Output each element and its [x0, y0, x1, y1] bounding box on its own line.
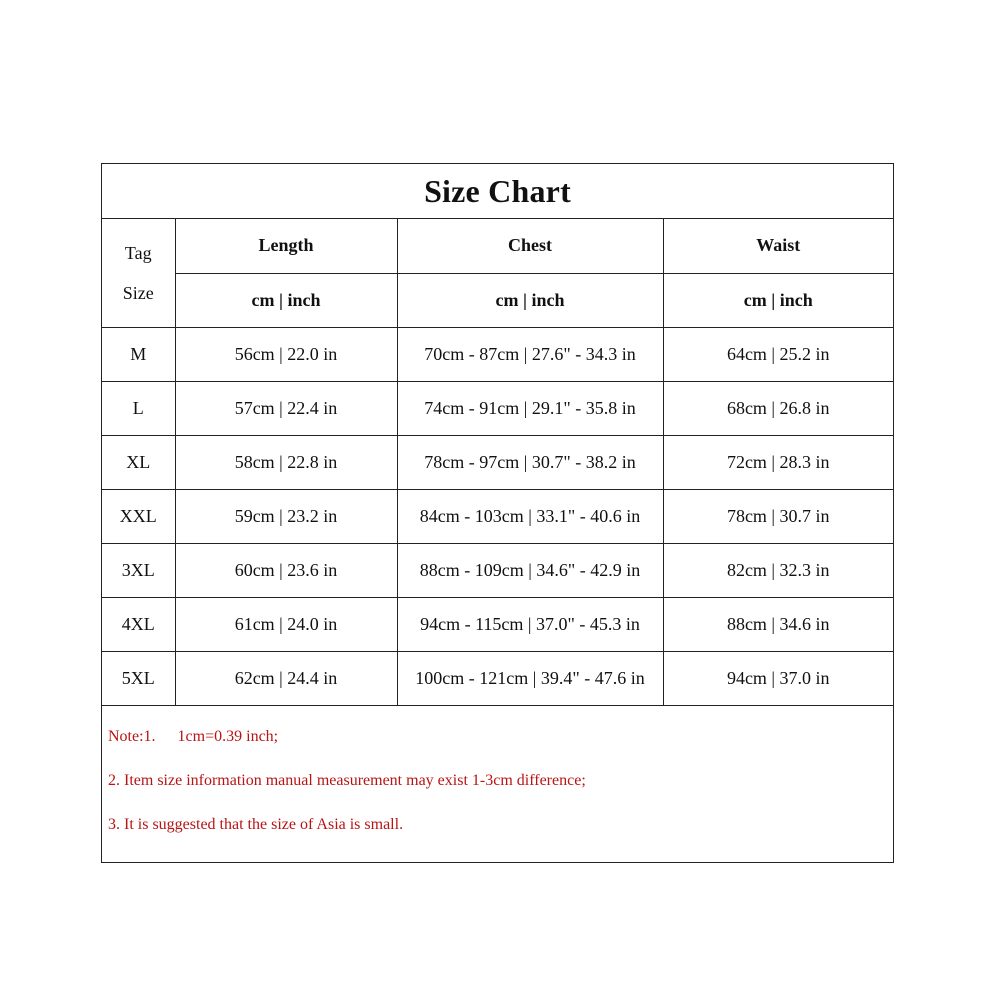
size-chart [101, 163, 894, 863]
unit-header-waist: cm | inch [663, 273, 893, 327]
unit-row [102, 273, 893, 327]
table-row [102, 597, 893, 651]
title-row [102, 164, 893, 219]
unit-header-length: cm | inch [175, 273, 397, 327]
table-row [102, 651, 893, 705]
column-header-waist: Waist [663, 219, 893, 273]
waist-cell: 72cm | 28.3 in [663, 435, 893, 489]
unit-header-chest: cm | inch [397, 273, 663, 327]
waist-cell: 68cm | 26.8 in [663, 381, 893, 435]
table-row [102, 381, 893, 435]
note-1-prefix: Note:1. [108, 727, 156, 745]
chest-cell: 88cm - 109cm | 34.6" - 42.9 in [397, 543, 663, 597]
chest-cell: 74cm - 91cm | 29.1" - 35.8 in [397, 381, 663, 435]
size-cell: 3XL [102, 543, 175, 597]
waist-cell: 78cm | 30.7 in [663, 489, 893, 543]
chest-cell: 78cm - 97cm | 30.7" - 38.2 in [397, 435, 663, 489]
length-cell: 61cm | 24.0 in [175, 597, 397, 651]
header-row [102, 219, 893, 273]
length-cell: 56cm | 22.0 in [175, 327, 397, 381]
length-cell: 59cm | 23.2 in [175, 489, 397, 543]
chest-cell: 94cm - 115cm | 37.0" - 45.3 in [397, 597, 663, 651]
length-cell: 62cm | 24.4 in [175, 651, 397, 705]
size-cell: XL [102, 435, 175, 489]
column-header-chest: Chest [397, 219, 663, 273]
chart-title: Size Chart [424, 172, 571, 209]
note-1 [108, 726, 893, 770]
size-cell: M [102, 327, 175, 381]
waist-cell: 94cm | 37.0 in [663, 651, 893, 705]
tag-size-header [102, 219, 175, 327]
chest-cell: 70cm - 87cm | 27.6" - 34.3 in [397, 327, 663, 381]
table-row [102, 435, 893, 489]
note-2: 2. Item size information manual measurement may exist 1-3cm difference; [108, 771, 586, 789]
table-row [102, 543, 893, 597]
length-cell: 58cm | 22.8 in [175, 435, 397, 489]
size-cell: XXL [102, 489, 175, 543]
length-cell: 57cm | 22.4 in [175, 381, 397, 435]
notes-section [102, 706, 893, 858]
note-1-text: 1cm=0.39 inch; [177, 727, 279, 745]
note-3: 3. It is suggested that the size of Asia is small. [108, 815, 404, 833]
size-table [102, 219, 893, 706]
table-row [102, 327, 893, 381]
size-cell: L [102, 381, 175, 435]
waist-cell: 82cm | 32.3 in [663, 543, 893, 597]
table-row [102, 489, 893, 543]
size-label: Size [122, 282, 154, 303]
size-cell: 4XL [102, 597, 175, 651]
column-header-length: Length [175, 219, 397, 273]
waist-cell: 88cm | 34.6 in [663, 597, 893, 651]
length-cell: 60cm | 23.6 in [175, 543, 397, 597]
chest-cell: 100cm - 121cm | 39.4" - 47.6 in [397, 651, 663, 705]
waist-cell: 64cm | 25.2 in [663, 327, 893, 381]
size-cell: 5XL [102, 651, 175, 705]
tag-label: Tag [124, 242, 152, 263]
chest-cell: 84cm - 103cm | 33.1" - 40.6 in [397, 489, 663, 543]
